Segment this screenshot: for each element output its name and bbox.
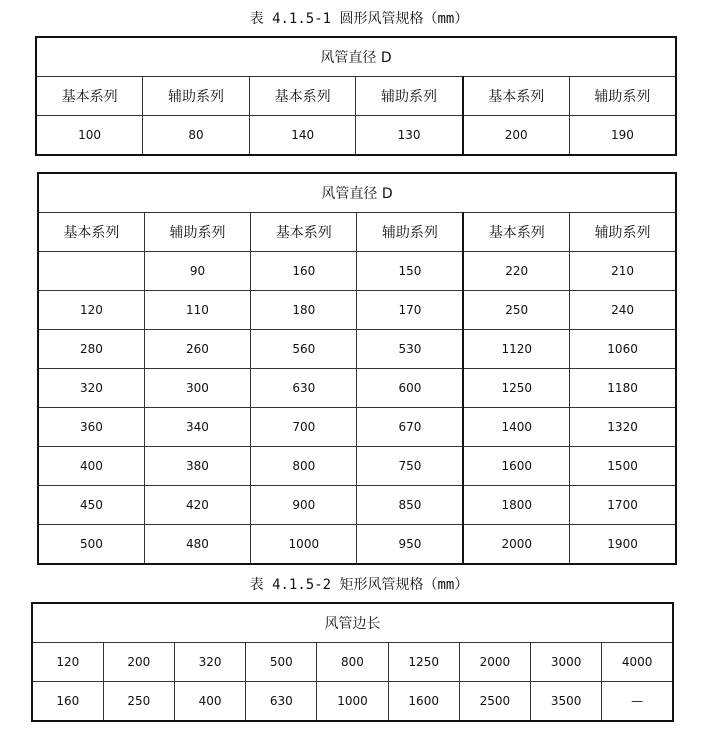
table-cell: 1500: [570, 447, 676, 486]
table-cell: 360: [38, 408, 144, 447]
table-cell: 2000: [459, 643, 530, 682]
table-cell: 340: [144, 408, 250, 447]
table-cell: 120: [38, 291, 144, 330]
table-cell: 1060: [570, 330, 676, 369]
table1-caption: 表 4.1.5-1 圆形风管规格（mm）: [249, 11, 469, 27]
table-cell: 190: [569, 116, 676, 156]
column-header: 基本系列: [463, 77, 570, 116]
table2-header: 风管直径 D: [38, 173, 676, 213]
table-cell: 300: [144, 369, 250, 408]
table-cell: 420: [144, 486, 250, 525]
table-row: [32, 643, 673, 682]
table-cell: 1700: [570, 486, 676, 525]
table-cell: 700: [251, 408, 357, 447]
table-cell: 800: [317, 643, 388, 682]
table-cell: 480: [144, 525, 250, 565]
table-cell: 380: [144, 447, 250, 486]
table-cell: 500: [38, 525, 144, 565]
table-cell: 750: [357, 447, 463, 486]
table-row: [38, 447, 676, 486]
column-header: 辅助系列: [144, 213, 250, 252]
column-header-row: [36, 77, 676, 116]
table-cell: 1900: [570, 525, 676, 565]
table-cell: 630: [251, 369, 357, 408]
table-cell: 530: [357, 330, 463, 369]
table-cell: 100: [36, 116, 143, 156]
table-header-row: [32, 603, 673, 643]
table-cell: 1000: [317, 682, 388, 722]
table-cell: 600: [357, 369, 463, 408]
table-cell: 900: [251, 486, 357, 525]
table-cell: 130: [356, 116, 463, 156]
table-row: [36, 116, 676, 156]
column-header-row: [38, 213, 676, 252]
table-cell: 1600: [388, 682, 459, 722]
table-cell: 240: [570, 291, 676, 330]
table-row: [38, 525, 676, 565]
table-cell: [38, 252, 144, 291]
table-cell: 80: [143, 116, 250, 156]
table-cell: 180: [251, 291, 357, 330]
table3-header: 风管边长: [32, 603, 673, 643]
table-cell: 3000: [531, 643, 602, 682]
table-cell: 220: [463, 252, 569, 291]
table-cell: 800: [251, 447, 357, 486]
table-header-row: [38, 173, 676, 213]
table-row: [38, 330, 676, 369]
table-cell: —: [602, 682, 673, 722]
table-cell: 670: [357, 408, 463, 447]
table-cell: 1800: [463, 486, 569, 525]
table-cell: 200: [103, 643, 174, 682]
table-cell: 90: [144, 252, 250, 291]
table-cell: 850: [357, 486, 463, 525]
table-cell: 260: [144, 330, 250, 369]
table-row: [32, 682, 673, 722]
table-cell: 150: [357, 252, 463, 291]
table-cell: 120: [32, 643, 103, 682]
table-cell: 950: [357, 525, 463, 565]
table-header-row: [36, 37, 676, 77]
column-header: 辅助系列: [569, 77, 676, 116]
table-cell: 400: [38, 447, 144, 486]
table-cell: 170: [357, 291, 463, 330]
table-cell: 400: [174, 682, 245, 722]
table-cell: 1400: [463, 408, 569, 447]
column-header: 辅助系列: [143, 77, 250, 116]
table-cell: 3500: [531, 682, 602, 722]
column-header: 基本系列: [251, 213, 357, 252]
table-cell: 1250: [388, 643, 459, 682]
table-cell: 200: [463, 116, 570, 156]
table-cell: 160: [32, 682, 103, 722]
table-cell: 1120: [463, 330, 569, 369]
table-cell: 1000: [251, 525, 357, 565]
column-header: 辅助系列: [570, 213, 676, 252]
table-cell: 1180: [570, 369, 676, 408]
table-row: [38, 408, 676, 447]
table-cell: 1320: [570, 408, 676, 447]
table-cell: 1600: [463, 447, 569, 486]
table-cell: 250: [463, 291, 569, 330]
table-cell: 4000: [602, 643, 673, 682]
table-cell: 2500: [459, 682, 530, 722]
table-cell: 320: [174, 643, 245, 682]
column-header: 基本系列: [249, 77, 356, 116]
column-header: 辅助系列: [357, 213, 463, 252]
column-header: 基本系列: [38, 213, 144, 252]
table-cell: 110: [144, 291, 250, 330]
table-row: [38, 291, 676, 330]
table-row: [38, 369, 676, 408]
column-header: 基本系列: [36, 77, 143, 116]
table-cell: 280: [38, 330, 144, 369]
table-cell: 450: [38, 486, 144, 525]
table1-header: 风管直径 D: [36, 37, 676, 77]
table-cell: 210: [570, 252, 676, 291]
column-header: 基本系列: [463, 213, 569, 252]
round-duct-table-2: [37, 172, 677, 565]
table3-caption: 表 4.1.5-2 矩形风管规格（mm）: [249, 577, 469, 593]
rectangular-duct-table: [31, 602, 674, 722]
table-cell: 320: [38, 369, 144, 408]
table-cell: 630: [246, 682, 317, 722]
table-row: [38, 486, 676, 525]
table-cell: 560: [251, 330, 357, 369]
table-cell: 140: [249, 116, 356, 156]
table-cell: 250: [103, 682, 174, 722]
table-cell: 500: [246, 643, 317, 682]
table-cell: 2000: [463, 525, 569, 565]
table-cell: 1250: [463, 369, 569, 408]
column-header: 辅助系列: [356, 77, 463, 116]
round-duct-table-1: [35, 36, 677, 156]
table-row: [38, 252, 676, 291]
table-cell: 160: [251, 252, 357, 291]
